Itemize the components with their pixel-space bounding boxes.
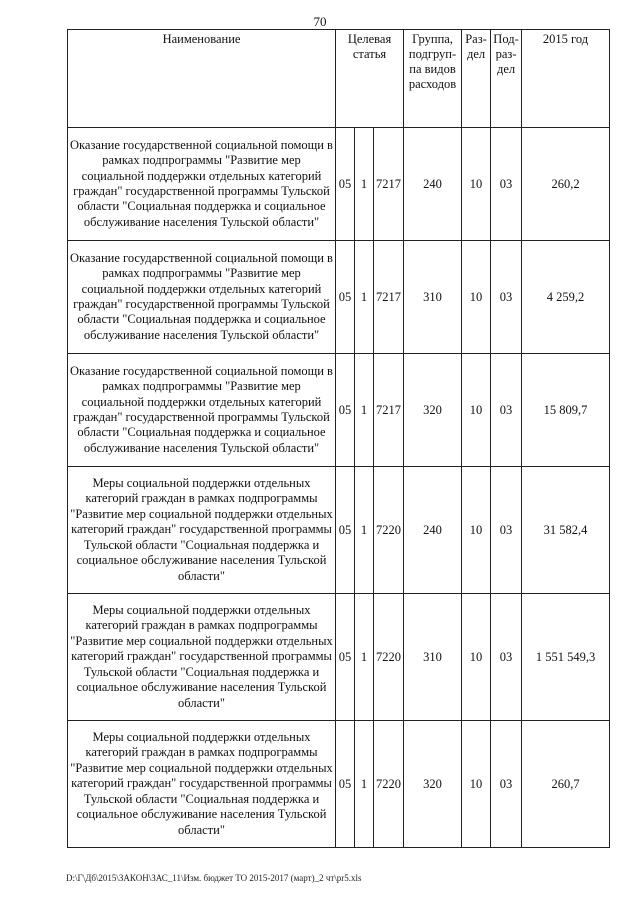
row-group: 310 [404, 594, 462, 721]
row-name: Оказание государственной социальной помощи в рамках подпрограммы "Развитие мер социальной поддержки отдельных категорий граждан" государственной программы Тульской области "Социальная поддержка и социальное обслуживание населения Тульской области" [68, 241, 336, 354]
row-code-2: 1 [355, 721, 374, 848]
row-amount: 1 551 549,3 [522, 594, 610, 721]
row-name: Меры социальной поддержки отдельных категорий граждан в рамках подпрограммы "Развитие мер социальной поддержки отдельных категорий граждан" государственной программы Тульской области "Социальная поддержка и социальное обслуживание населения Тульской области" [68, 594, 336, 721]
row-subsection: 03 [491, 128, 522, 241]
row-code-3: 7220 [374, 721, 404, 848]
row-amount: 15 809,7 [522, 354, 610, 467]
row-name: Оказание государственной социальной помощи в рамках подпрограммы "Развитие мер социальной поддержки отдельных категорий граждан" государственной программы Тульской области "Социальная поддержка и социальное обслуживание населения Тульской области" [68, 128, 336, 241]
row-section: 10 [462, 354, 491, 467]
file-path-footer: D:\Г\Дб\2015\ЗАКОН\ЗАС_11\Изм. бюджет ТО 2015-2017 (март)_2 чт\pr5.xls [66, 873, 362, 883]
row-amount: 4 259,2 [522, 241, 610, 354]
row-subsection: 03 [491, 354, 522, 467]
row-code-1: 05 [336, 354, 355, 467]
row-group: 240 [404, 467, 462, 594]
row-section: 10 [462, 241, 491, 354]
table-row [68, 241, 610, 354]
row-code-1: 05 [336, 594, 355, 721]
row-subsection: 03 [491, 467, 522, 594]
row-code-2: 1 [355, 128, 374, 241]
header-row [68, 30, 610, 128]
header-group: Группа, подгруп-па видов расходов [404, 30, 462, 128]
table-row [68, 721, 610, 848]
row-code-1: 05 [336, 721, 355, 848]
row-code-3: 7220 [374, 467, 404, 594]
header-section: Раз-дел [462, 30, 491, 128]
row-code-3: 7220 [374, 594, 404, 721]
row-subsection: 03 [491, 594, 522, 721]
row-amount: 31 582,4 [522, 467, 610, 594]
row-code-3: 7217 [374, 241, 404, 354]
row-subsection: 03 [491, 721, 522, 848]
row-code-2: 1 [355, 241, 374, 354]
page-number: 70 [313, 14, 327, 29]
row-code-1: 05 [336, 241, 355, 354]
budget-table [67, 29, 610, 848]
row-section: 10 [462, 467, 491, 594]
table-row [68, 354, 610, 467]
row-code-2: 1 [355, 467, 374, 594]
row-group: 320 [404, 354, 462, 467]
row-code-3: 7217 [374, 354, 404, 467]
table-row [68, 128, 610, 241]
header-target-article: Целевая статья [336, 30, 404, 128]
header-year: 2015 год [522, 30, 610, 128]
row-section: 10 [462, 594, 491, 721]
row-amount: 260,7 [522, 721, 610, 848]
header-name: Наименование [68, 30, 336, 128]
row-group: 320 [404, 721, 462, 848]
table-row [68, 594, 610, 721]
row-name: Меры социальной поддержки отдельных категорий граждан в рамках подпрограммы "Развитие мер социальной поддержки отдельных категорий граждан" государственной программы Тульской области "Социальная поддержка и социальное обслуживание населения Тульской области" [68, 467, 336, 594]
row-code-2: 1 [355, 594, 374, 721]
table-row [68, 467, 610, 594]
row-name: Меры социальной поддержки отдельных категорий граждан в рамках подпрограммы "Развитие мер социальной поддержки отдельных категорий граждан" государственной программы Тульской области "Социальная поддержка и социальное обслуживание населения Тульской области" [68, 721, 336, 848]
row-code-1: 05 [336, 467, 355, 594]
row-group: 310 [404, 241, 462, 354]
header-subsection: Под-раз-дел [491, 30, 522, 128]
row-code-1: 05 [336, 128, 355, 241]
row-code-3: 7217 [374, 128, 404, 241]
row-section: 10 [462, 721, 491, 848]
row-section: 10 [462, 128, 491, 241]
row-amount: 260,2 [522, 128, 610, 241]
row-name: Оказание государственной социальной помощи в рамках подпрограммы "Развитие мер социальной поддержки отдельных категорий граждан" государственной программы Тульской области "Социальная поддержка и социальное обслуживание населения Тульской области" [68, 354, 336, 467]
row-code-2: 1 [355, 354, 374, 467]
row-subsection: 03 [491, 241, 522, 354]
row-group: 240 [404, 128, 462, 241]
